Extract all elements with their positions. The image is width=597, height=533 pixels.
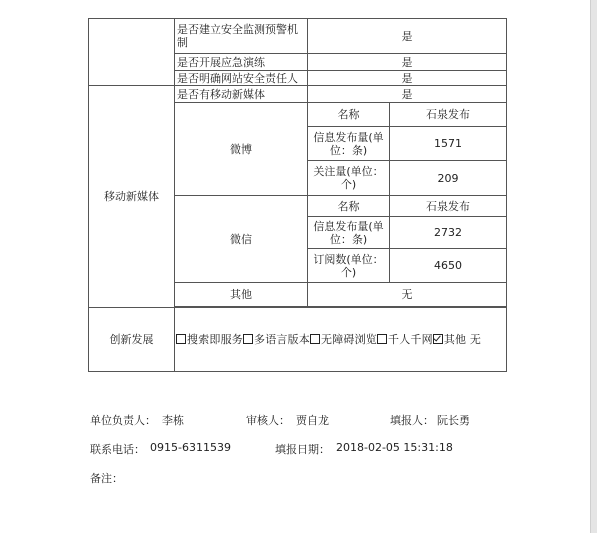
filler-value: 阮长勇 xyxy=(437,414,470,427)
reviewer-label: 审核人： xyxy=(246,414,290,427)
option-search-service: 搜索即服务 xyxy=(187,333,243,346)
weibo-label: 微博 xyxy=(175,103,308,196)
wechat-publish-value: 2732 xyxy=(390,217,507,249)
responsible-label: 是否明确网站安全责任人 xyxy=(175,71,308,86)
phone-label: 联系电话： xyxy=(90,443,145,456)
wechat-subscribe-label: 订阅数(单位：个) xyxy=(308,249,390,283)
top-section-blank xyxy=(89,19,175,86)
weibo-follow-label: 关注量(单位：个) xyxy=(308,161,390,196)
other-media-label: 其他 xyxy=(175,283,308,307)
responsible-person-label: 单位负责人： xyxy=(90,414,156,427)
weibo-name-header: 名称 xyxy=(308,103,390,127)
remark-label: 备注： xyxy=(90,472,123,485)
row-monitoring xyxy=(89,19,507,54)
innovation-label: 创新发展 xyxy=(89,308,175,372)
drill-label: 是否开展应急演练 xyxy=(175,54,308,71)
has-mobile-value: 是 xyxy=(308,86,507,103)
option-multi-language: 多语言版本 xyxy=(254,333,310,346)
innovation-options-line xyxy=(176,333,504,346)
option-personalized: 千人千网 xyxy=(388,333,433,346)
has-mobile-label: 是否有移动新媒体 xyxy=(175,86,308,103)
mobile-section-label: 移动新媒体 xyxy=(89,86,175,308)
option-other: 其他 xyxy=(443,333,467,346)
checkbox-search-service[interactable] xyxy=(176,334,186,344)
filler-label: 填报人： xyxy=(390,414,434,427)
drill-value: 是 xyxy=(308,54,507,71)
weibo-name-value: 石泉发布 xyxy=(390,103,507,127)
weibo-publish-value: 1571 xyxy=(390,127,507,161)
date-label: 填报日期： xyxy=(275,443,330,456)
row-innovation xyxy=(89,308,507,372)
wechat-name-value: 石泉发布 xyxy=(390,196,507,217)
monitoring-label: 是否建立安全监测预警机制 xyxy=(175,19,308,54)
page-edge xyxy=(590,0,597,533)
innovation-other-text: 无 xyxy=(469,333,482,346)
responsible-value: 是 xyxy=(308,71,507,86)
wechat-label: 微信 xyxy=(175,196,308,283)
weibo-publish-label: 信息发布量(单位：条) xyxy=(308,127,390,161)
wechat-publish-label: 信息发布量(单位：条) xyxy=(308,217,390,249)
report-table xyxy=(88,18,507,372)
innovation-options xyxy=(175,308,507,372)
option-accessibility: 无障碍浏览 xyxy=(321,333,377,346)
monitoring-value: 是 xyxy=(308,19,507,54)
weibo-follow-value: 209 xyxy=(390,161,507,196)
checkbox-personalized[interactable] xyxy=(377,334,387,344)
checkbox-multi-language[interactable] xyxy=(243,334,253,344)
checkbox-other[interactable] xyxy=(433,334,443,344)
other-media-value: 无 xyxy=(308,283,507,307)
wechat-subscribe-value: 4650 xyxy=(390,249,507,283)
row-has-mobile xyxy=(89,86,507,103)
wechat-name-header: 名称 xyxy=(308,196,390,217)
checkbox-accessibility[interactable] xyxy=(310,334,320,344)
reviewer-value: 贾自龙 xyxy=(296,414,329,427)
phone-value: 0915-6311539 xyxy=(150,441,231,454)
responsible-person-value: 李栋 xyxy=(162,414,184,427)
date-value: 2018-02-05 15:31:18 xyxy=(336,441,453,454)
